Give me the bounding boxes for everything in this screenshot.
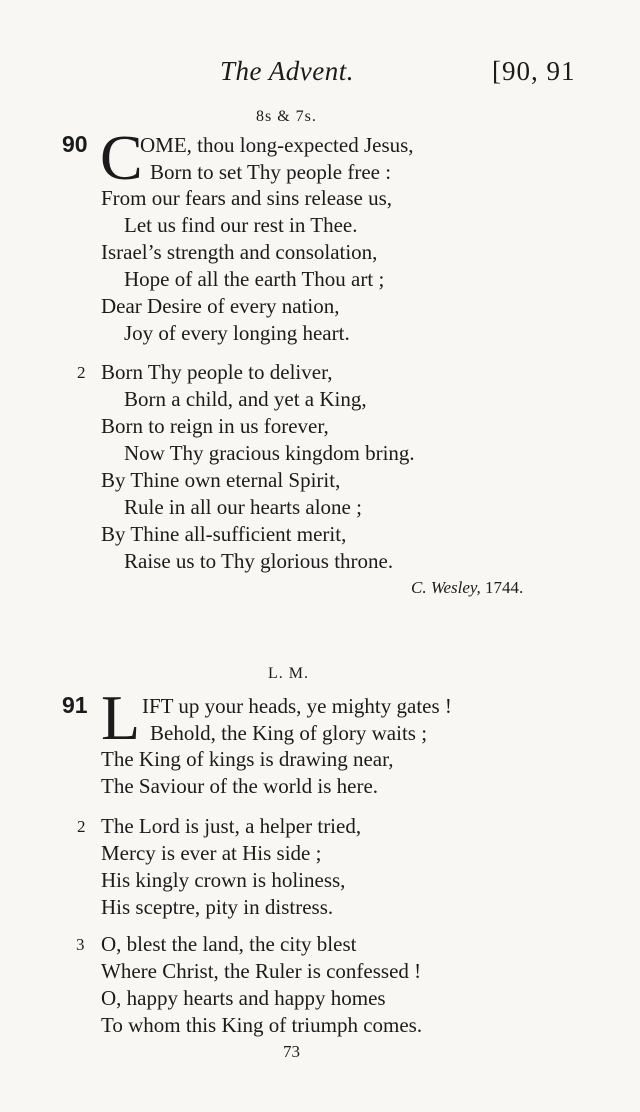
hymn-90-v2-line-6: Rule in all our hearts alone ; (124, 495, 362, 519)
hymn-90-v2-line-2: Born a child, and yet a King, (124, 387, 367, 411)
hymn-90-verse-2-number: 2 (77, 363, 86, 382)
hymn-90-author-year: 1744. (484, 578, 524, 597)
running-head-hymn-range: [90, 91 (492, 56, 576, 86)
hymn-91-v2-line-2: Mercy is ever at His side ; (101, 841, 322, 865)
hymn-90-v1-line-5: Israel’s strength and consolation, (101, 240, 378, 264)
hymn-91-v3-line-3: O, happy hearts and happy homes (101, 986, 386, 1010)
hymn-91-v2-line-3: His kingly crown is holiness, (101, 868, 346, 892)
hymn-91-v3-line-2: Where Christ, the Ruler is confessed ! (101, 959, 422, 983)
hymn-91-v1-line-4: The Saviour of the world is here. (101, 774, 379, 798)
hymn-90-v1-line-2: Born to set Thy people free : (150, 160, 392, 184)
hymn-90-author-credit (411, 578, 523, 598)
hymn-91-v1-line-1: IFT up your heads, ye mighty gates ! (142, 694, 452, 718)
hymn-90-v1-line-7: Dear Desire of every nation, (101, 294, 340, 318)
hymn-91-meter: L. M. (268, 665, 309, 682)
hymn-91-v3-line-4: To whom this King of triumph comes. (101, 1013, 423, 1037)
hymn-91-verse-2-number: 2 (77, 817, 86, 836)
hymn-90-v1-line-6: Hope of all the earth Thou art ; (124, 267, 385, 291)
hymn-90-v2-line-7: By Thine all-sufficient merit, (101, 522, 347, 546)
hymn-90-v2-line-3: Born to reign in us forever, (101, 414, 329, 438)
hymn-90-v1-line-4: Let us find our rest in Thee. (124, 213, 358, 237)
hymn-90-v2-line-1: Born Thy people to deliver, (101, 360, 333, 384)
page-number: 73 (283, 1042, 300, 1061)
hymn-90-v2-line-4: Now Thy gracious kingdom bring. (124, 441, 415, 465)
hymn-90-v1-line-1: OME, thou long-expected Jesus, (140, 133, 414, 157)
hymn-90-v1-line-8: Joy of every longing heart. (124, 321, 350, 345)
hymn-90-number: 90 (62, 131, 88, 157)
hymn-90-meter: 8s & 7s. (256, 108, 317, 125)
hymn-90-v1-line-3: From our fears and sins release us, (101, 186, 393, 210)
hymn-91-v2-line-1: The Lord is just, a helper tried, (101, 814, 362, 838)
hymn-91-v2-line-4: His sceptre, pity in distress. (101, 895, 334, 919)
hymn-90-v2-line-8: Raise us to Thy glorious throne. (124, 549, 394, 573)
hymn-91-dropcap: L (101, 682, 141, 753)
running-head-title: The Advent. (220, 56, 354, 86)
hymn-91-verse-3-number: 3 (76, 935, 85, 954)
hymn-91-v1-line-2: Behold, the King of glory waits ; (150, 721, 428, 745)
hymn-90-author-name: C. Wesley, (411, 578, 481, 597)
hymn-91-v3-line-1: O, blest the land, the city blest (101, 932, 357, 956)
hymn-90-dropcap: C (100, 122, 143, 193)
hymn-91-number: 91 (62, 692, 88, 718)
hymn-90-v2-line-5: By Thine own eternal Spirit, (101, 468, 341, 492)
hymn-91-v1-line-3: The King of kings is drawing near, (101, 747, 394, 771)
